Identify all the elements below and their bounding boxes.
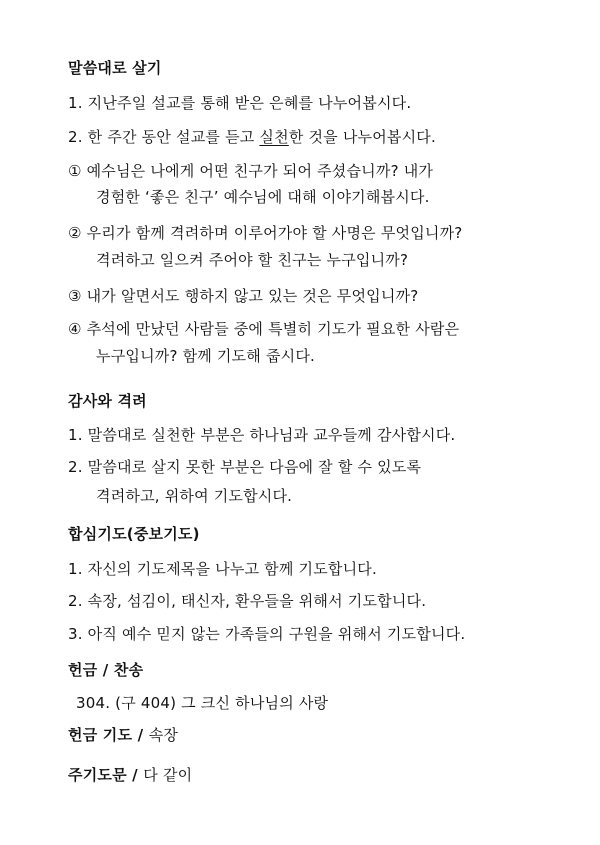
- list-item-continued: 격려하고, 위하여 기도합시다.: [96, 487, 293, 505]
- offering-prayer-line: [68, 724, 178, 746]
- list-item: 1. 말씀대로 실천한 부분은 하나님과 교우들께 감사합시다.: [68, 426, 456, 444]
- list-item: 1. 지난주일 설교를 통해 받은 은혜를 나누어봅시다.: [68, 94, 412, 112]
- offering-prayer-value: 속장: [148, 726, 179, 744]
- lords-prayer-value: 다 같이: [143, 766, 193, 784]
- list-item-text: 한 것을 나누어봅시다.: [288, 128, 436, 146]
- list-item: 1. 자신의 기도제목을 나누고 함께 기도합니다.: [68, 560, 377, 578]
- question-item-continued: 누구입니까? 함께 기도해 줍시다.: [96, 347, 316, 365]
- lords-prayer-label: 주기도문 /: [68, 766, 144, 784]
- list-item: 2. 속장, 섬김이, 태신자, 환우들을 위해서 기도합니다.: [68, 592, 427, 610]
- question-item: ③ 내가 알면서도 행하지 않고 있는 것은 무엇입니까?: [68, 287, 419, 305]
- question-item: ② 우리가 함께 격려하며 이루어가야 할 사명은 무엇입니까?: [68, 224, 463, 242]
- question-item-continued: 격려하고 일으켜 주어야 할 친구는 누구입니까?: [96, 251, 409, 269]
- hymn-line: 304. (구 404) 그 크신 하나님의 사랑: [76, 694, 329, 712]
- list-item: 2. 말씀대로 살지 못한 부분은 다음에 잘 할 수 있도록: [68, 458, 422, 476]
- lords-prayer-line: [68, 764, 192, 786]
- section-title-offering-hymn: 헌금 / 찬송: [68, 661, 144, 679]
- list-item: 3. 아직 예수 믿지 않는 가족들의 구원을 위해서 기도합니다.: [68, 625, 466, 643]
- section-title-thanks-encouragement: 감사와 격려: [68, 392, 147, 410]
- question-item: ① 예수님은 나에게 어떤 친구가 되어 주셨습니까? 내가: [68, 162, 434, 180]
- list-item-text: 2. 한 주간 동안 설교를 듣고: [68, 128, 260, 146]
- question-item-continued: 경험한 ‘좋은 친구’ 예수님에 대해 이야기해봅시다.: [96, 188, 430, 206]
- underlined-word: 실천: [259, 128, 289, 146]
- offering-prayer-label: 헌금 기도 /: [68, 726, 149, 744]
- section-title-live-by-word: 말씀대로 살기: [68, 59, 162, 77]
- question-item: ④ 추석에 만났던 사람들 중에 특별히 기도가 필요한 사람은: [68, 320, 460, 338]
- list-item: [68, 126, 436, 148]
- section-title-joint-prayer: 합심기도(중보기도): [68, 525, 200, 543]
